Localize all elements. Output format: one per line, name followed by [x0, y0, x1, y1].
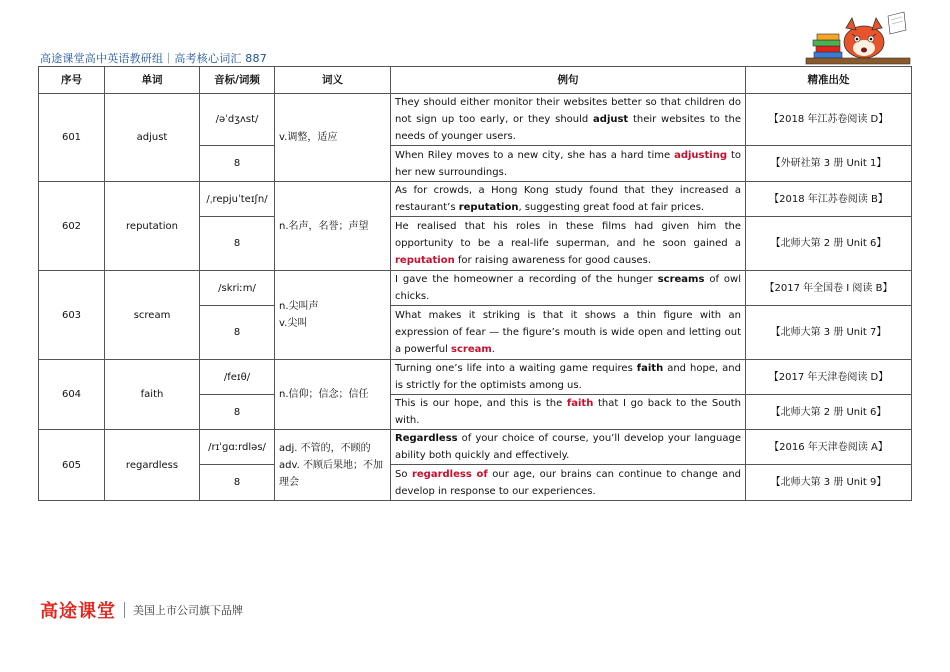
example-sentence: So regardless of our age, our brains can continue to change and develop in response to our experiences.: [391, 465, 746, 501]
vocabulary-table: [38, 66, 912, 501]
example-sentence: As for crowds, a Hong Kong study found that they increased a restaurant’s reputation, suggesting great food at fair prices.: [391, 182, 746, 217]
entry-phonetic: /ˌrepjuˈteɪʃn/: [200, 182, 275, 217]
entry-word: faith: [105, 360, 200, 430]
entry-frequency: 8: [200, 306, 275, 360]
example-source: 【2017 年天津卷阅读 D】: [746, 360, 912, 395]
example-sentence: He realised that his roles in these films had given him the opportunity to be a real-life superman, and he soon gained a reputation for raising awareness for good causes.: [391, 217, 746, 271]
table-row: [39, 94, 912, 146]
table-row: [39, 430, 912, 465]
example-source: 【外研社第 3 册 Unit 1】: [746, 146, 912, 182]
example-source: 【2018 年江苏卷阅读 B】: [746, 182, 912, 217]
entry-frequency: 8: [200, 146, 275, 182]
entry-frequency: 8: [200, 465, 275, 501]
document-header: 高途课堂高中英语教研组｜高考核心词汇 887: [40, 52, 267, 65]
entry-number: 605: [39, 430, 105, 501]
example-sentence: Regardless of your choice of course, you’ll develop your language ability both quickly and effectively.: [391, 430, 746, 465]
entry-number: 603: [39, 271, 105, 360]
example-sentence: They should either monitor their websites better so that children do not sign up too early, or they should adjust their websites to the needs of younger users.: [391, 94, 746, 146]
col-header-meaning: 词义: [275, 67, 391, 94]
entry-meaning: n.尖叫声 v.尖叫: [275, 271, 391, 360]
table-row: [39, 271, 912, 306]
example-sentence: What makes it striking is that it shows a thin figure with an expression of fear — the figure’s mouth is wide open and letting out a powerful scream.: [391, 306, 746, 360]
entry-word: scream: [105, 271, 200, 360]
example-source: 【北师大第 2 册 Unit 6】: [746, 217, 912, 271]
example-source: 【2018 年江苏卷阅读 D】: [746, 94, 912, 146]
example-source: 【2017 年全国卷 I 阅读 B】: [746, 271, 912, 306]
col-header-phonetic: 音标/词频: [200, 67, 275, 94]
entry-phonetic: /rɪˈɡɑːrdləs/: [200, 430, 275, 465]
col-header-number: 序号: [39, 67, 105, 94]
table-row: [39, 360, 912, 395]
brand-logo: 高途课堂: [40, 601, 116, 622]
entry-frequency: 8: [200, 217, 275, 271]
book-stack-icon: [813, 34, 842, 58]
example-sentence: I gave the homeowner a recording of the hunger screams of owl chicks.: [391, 271, 746, 306]
col-header-example: 例句: [391, 67, 746, 94]
tiger-mascot-icon: [844, 18, 884, 58]
mascot-illustration: [802, 6, 912, 66]
example-sentence: This is our hope, and this is the faith that I go back to the South with.: [391, 395, 746, 430]
table-header-row: [39, 67, 912, 94]
entry-phonetic: /feɪθ/: [200, 360, 275, 395]
entry-word: reputation: [105, 182, 200, 271]
col-header-word: 单词: [105, 67, 200, 94]
example-source: 【北师大第 3 册 Unit 7】: [746, 306, 912, 360]
entry-number: 604: [39, 360, 105, 430]
table-row: [39, 182, 912, 217]
entry-word: regardless: [105, 430, 200, 501]
example-source: 【2016 年天津卷阅读 A】: [746, 430, 912, 465]
entry-meaning: v.调整，适应: [275, 94, 391, 182]
entry-word: adjust: [105, 94, 200, 182]
example-sentence: Turning one’s life into a waiting game requires faith and hope, and is strictly for the optimists among us.: [391, 360, 746, 395]
entry-number: 602: [39, 182, 105, 271]
brand-tagline: 美国上市公司旗下品牌: [133, 604, 243, 617]
entry-phonetic: /əˈdʒʌst/: [200, 94, 275, 146]
example-source: 【北师大第 3 册 Unit 9】: [746, 465, 912, 501]
entry-meaning: n.信仰；信念；信任: [275, 360, 391, 430]
example-sentence: When Riley moves to a new city, she has a hard time adjusting to her new surroundings.: [391, 146, 746, 182]
example-source: 【北师大第 2 册 Unit 6】: [746, 395, 912, 430]
paper-sheet-icon: [888, 12, 906, 34]
divider: [124, 602, 125, 618]
entry-meaning: adj. 不管的，不顾的 adv. 不顾后果地；不加理会: [275, 430, 391, 501]
entry-frequency: 8: [200, 395, 275, 430]
entry-phonetic: /skriːm/: [200, 271, 275, 306]
footer-brand: [40, 597, 243, 623]
entry-meaning: n.名声，名誉；声望: [275, 182, 391, 271]
entry-number: 601: [39, 94, 105, 182]
col-header-source: 精准出处: [746, 67, 912, 94]
